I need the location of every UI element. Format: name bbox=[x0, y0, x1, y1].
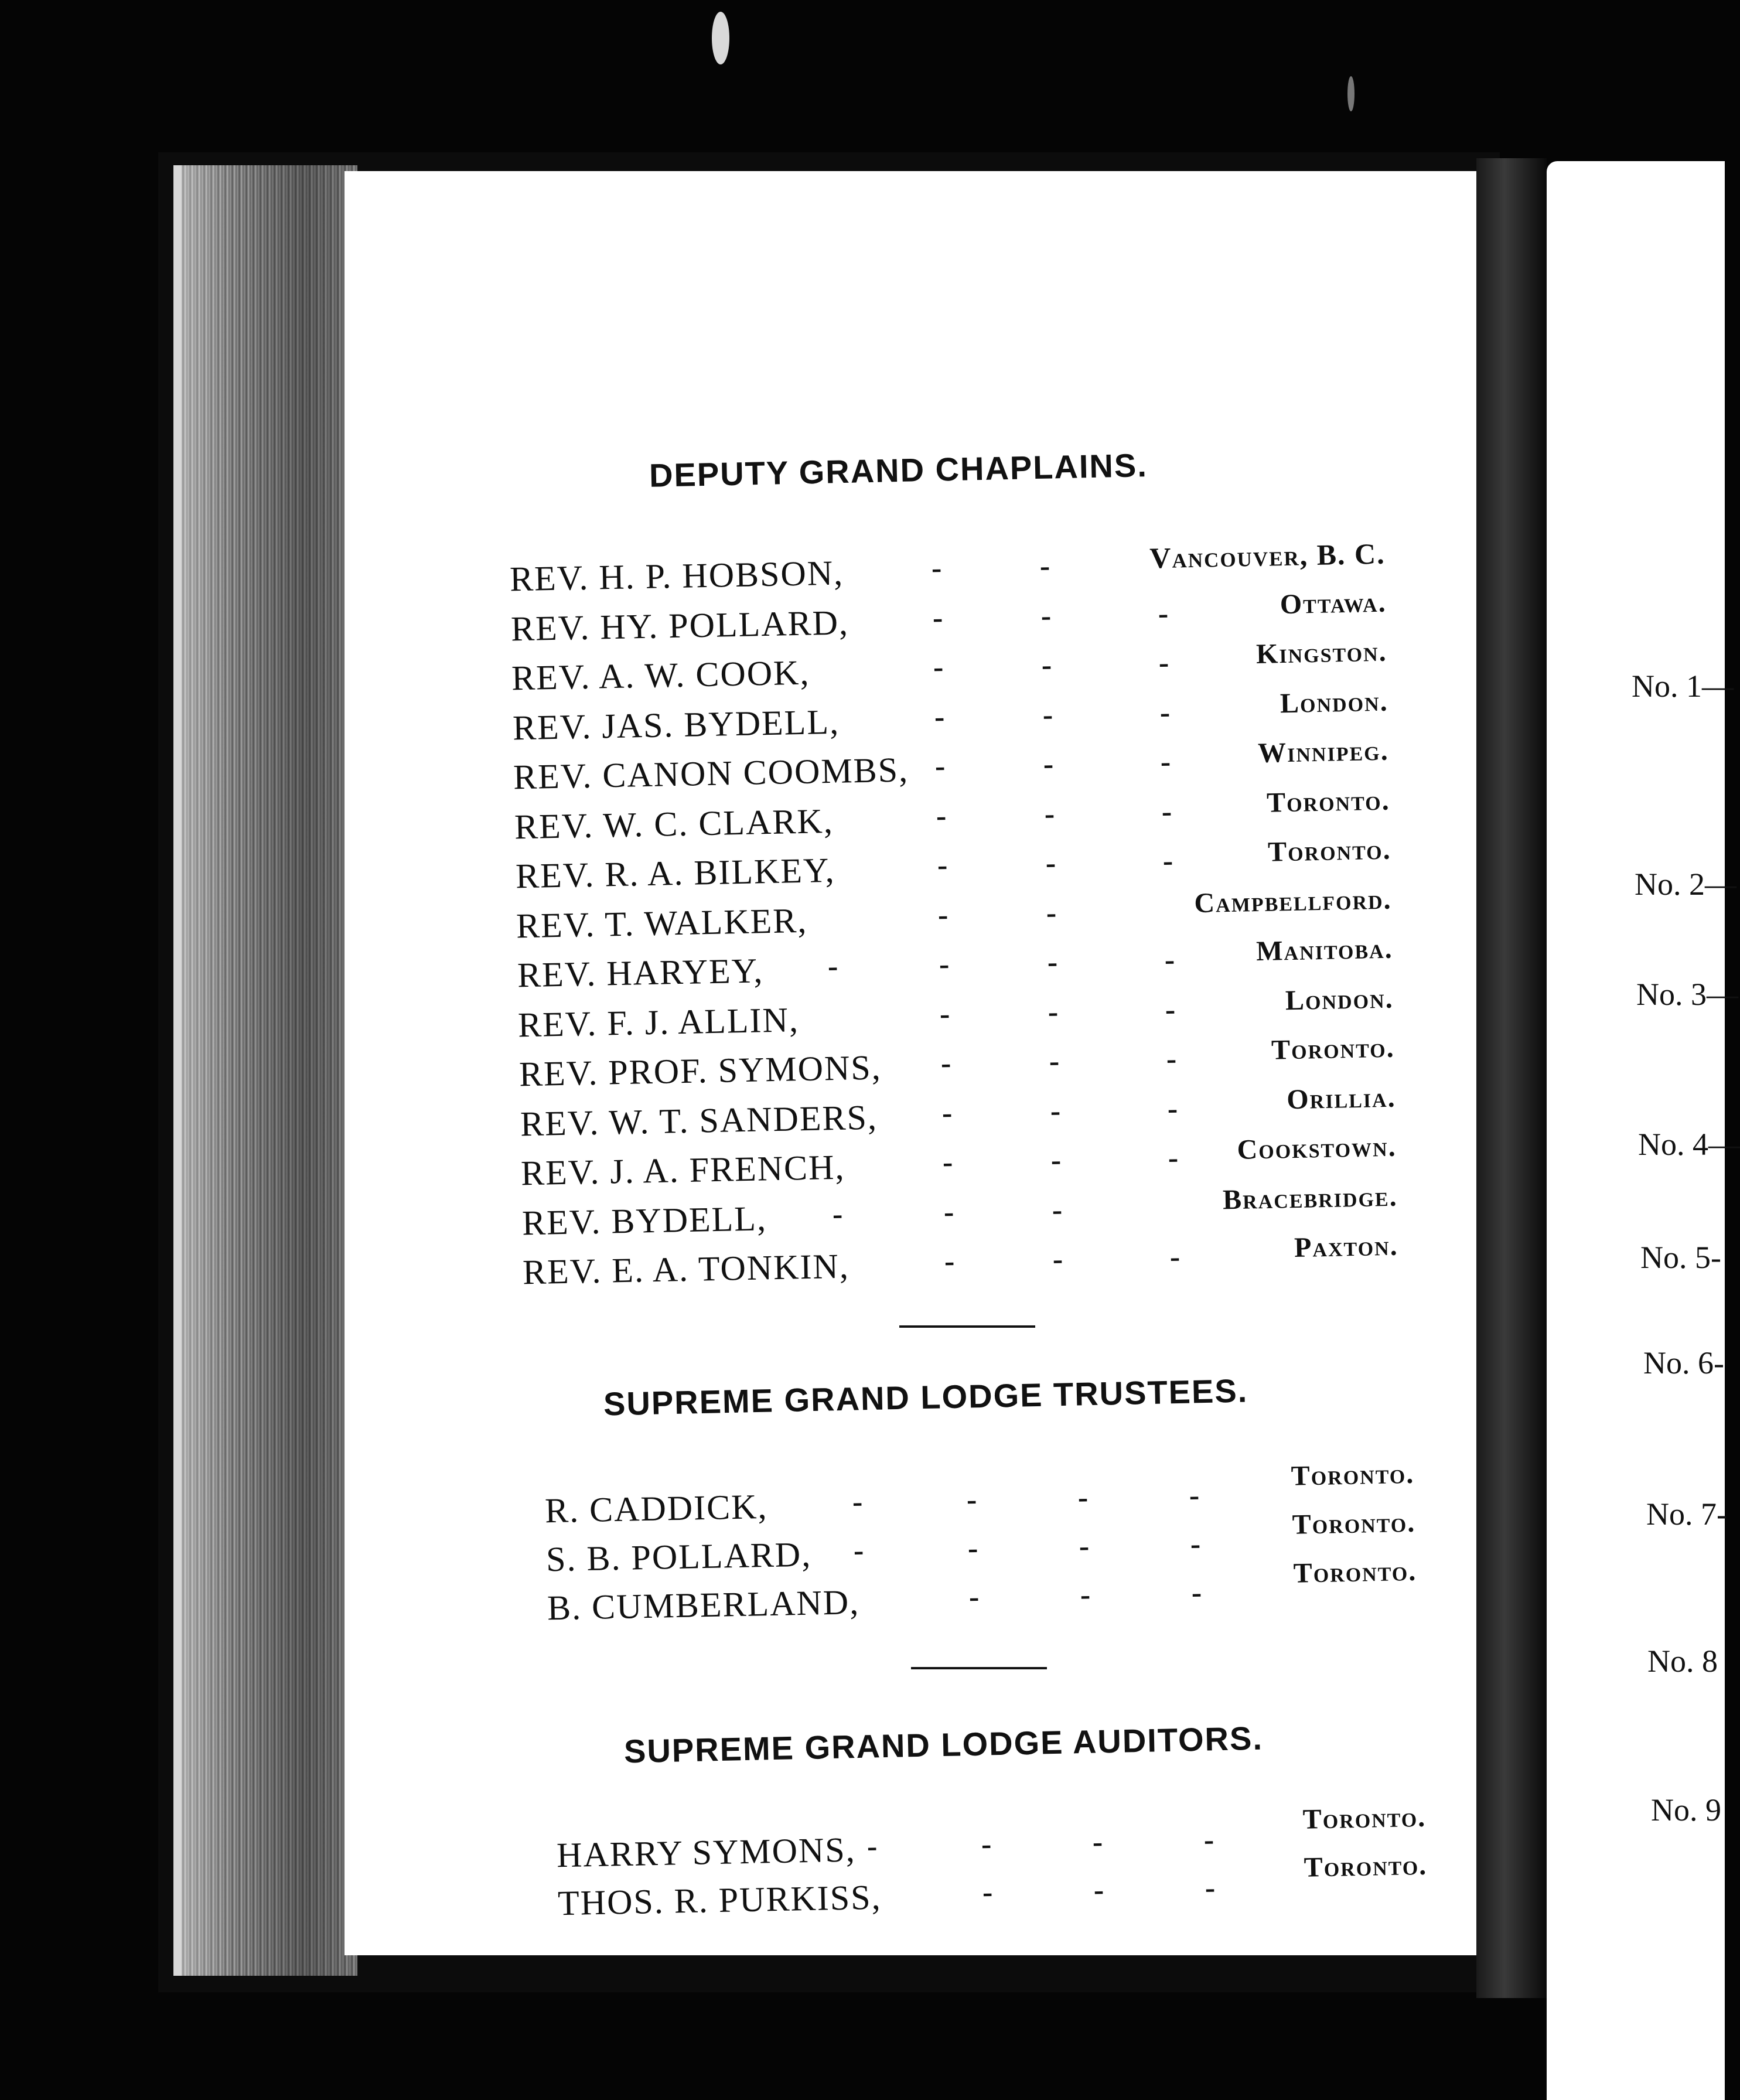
leader-dash: - bbox=[1043, 747, 1055, 781]
leader-dash: - bbox=[1077, 1481, 1089, 1515]
leader-dash: - bbox=[1044, 797, 1055, 831]
entry-place: Orillia. bbox=[1286, 1082, 1396, 1115]
entry-name: REV. F. J. ALLIN, bbox=[517, 1000, 800, 1044]
leader-dash: - bbox=[1161, 795, 1172, 829]
leader-dash: - bbox=[1162, 844, 1173, 878]
leader-dash: - bbox=[1159, 696, 1171, 729]
entry-name: REV. J. A. FRENCH, bbox=[520, 1147, 846, 1193]
leader-dash: - bbox=[832, 1197, 843, 1231]
entry-place: Toronto. bbox=[1302, 1801, 1427, 1835]
section-heading-deputy-grand-chaplains: DEPUTY GRAND CHAPLAINS. bbox=[649, 446, 1148, 494]
section-divider bbox=[911, 1667, 1047, 1669]
entry-name: REV. BYDELL, bbox=[521, 1198, 767, 1242]
entry-place: Bracebridge. bbox=[1222, 1181, 1398, 1215]
leader-dash: - bbox=[966, 1483, 977, 1517]
entry-place: Kingston. bbox=[1255, 636, 1388, 670]
leader-dash: - bbox=[940, 1046, 951, 1080]
right-page-label: No. 6- bbox=[1643, 1345, 1724, 1380]
entry-place: Toronto. bbox=[1266, 785, 1391, 819]
leader-dash: - bbox=[1049, 1044, 1060, 1078]
leader-dash: - bbox=[942, 1146, 953, 1179]
right-page-label: No. 2— bbox=[1635, 867, 1736, 902]
leader-dash: - bbox=[1189, 1478, 1200, 1513]
leader-dash: - bbox=[944, 1245, 956, 1279]
leader-dash: - bbox=[1079, 1529, 1090, 1563]
entry-name: HARRY SYMONS, bbox=[556, 1830, 857, 1875]
leader-dash: - bbox=[943, 1195, 954, 1229]
entry-name: REV. H. P. HOBSON, bbox=[509, 553, 844, 599]
leader-dash: - bbox=[1169, 1240, 1181, 1274]
leader-dash: - bbox=[1157, 596, 1169, 630]
leader-dash: - bbox=[1048, 995, 1059, 1029]
leader-dash: - bbox=[1050, 1143, 1062, 1177]
right-page-label: No. 5- bbox=[1640, 1240, 1721, 1275]
section-heading-auditors: SUPREME GRAND LODGE AUDITORS. bbox=[623, 1719, 1264, 1770]
leader-dash: - bbox=[1041, 648, 1052, 682]
leader-dash: - bbox=[1203, 1823, 1214, 1857]
leader-dash: - bbox=[866, 1829, 878, 1864]
leader-dash: - bbox=[931, 551, 942, 585]
entry-name: REV. R. A. BILKEY, bbox=[515, 850, 835, 896]
right-page-label: No. 7- bbox=[1646, 1496, 1727, 1532]
entry-place: Ottawa. bbox=[1279, 587, 1387, 620]
entry-place: Manitoba. bbox=[1255, 933, 1393, 967]
list-item bbox=[522, 1230, 1399, 1294]
leader-dash: - bbox=[1052, 1193, 1063, 1227]
section-heading-trustees: SUPREME GRAND LODGE TRUSTEES. bbox=[603, 1372, 1248, 1423]
leader-dash: - bbox=[1040, 599, 1052, 633]
leader-dash: - bbox=[982, 1876, 993, 1910]
list-item bbox=[517, 983, 1394, 1046]
list-item bbox=[521, 1181, 1398, 1244]
leader-dash: - bbox=[1047, 945, 1058, 979]
leader-dash: - bbox=[1092, 1825, 1103, 1859]
entry-place: Toronto. bbox=[1304, 1849, 1428, 1883]
entry-name: REV. A. W. COOK, bbox=[511, 653, 811, 698]
entry-place: Campbellford. bbox=[1194, 884, 1393, 919]
leader-dash: - bbox=[1039, 549, 1050, 583]
entry-name: REV. CANON COOMBS, bbox=[513, 750, 910, 797]
leader-dash: - bbox=[1168, 1141, 1179, 1175]
entry-place: Winnipeg. bbox=[1257, 735, 1390, 769]
right-page-label: No. 9 bbox=[1651, 1792, 1721, 1828]
entry-name: REV. PROF. SYMONS, bbox=[518, 1048, 882, 1094]
list-item bbox=[513, 735, 1390, 799]
leader-dash: - bbox=[933, 650, 944, 684]
leader-dash: - bbox=[1190, 1527, 1201, 1562]
entry-place: London. bbox=[1285, 983, 1394, 1016]
entry-name: S. B. POLLARD, bbox=[545, 1535, 812, 1579]
list-item bbox=[514, 785, 1391, 848]
entry-name: R. CADDICK, bbox=[544, 1487, 769, 1530]
leader-dash: - bbox=[1205, 1871, 1216, 1905]
entry-name: REV. W. T. SANDERS, bbox=[520, 1097, 878, 1143]
right-page-label: No. 1— bbox=[1632, 669, 1734, 704]
list-item bbox=[544, 1458, 1415, 1532]
leader-dash: - bbox=[1046, 896, 1057, 930]
entry-name: REV. E. A. TONKIN, bbox=[522, 1246, 850, 1292]
leader-dash: - bbox=[1052, 1242, 1064, 1276]
right-page-label: No. 4— bbox=[1638, 1127, 1740, 1162]
list-item bbox=[556, 1801, 1427, 1876]
section-divider bbox=[899, 1325, 1035, 1328]
leader-dash: - bbox=[852, 1485, 863, 1519]
entry-name: REV. HARYEY, bbox=[517, 951, 764, 995]
leader-dash: - bbox=[1049, 1094, 1061, 1128]
leader-dash: - bbox=[934, 700, 945, 734]
entry-place: Cookstown. bbox=[1237, 1131, 1397, 1165]
entry-place: Toronto. bbox=[1293, 1555, 1417, 1589]
leader-dash: - bbox=[967, 1532, 978, 1566]
leader-dash: - bbox=[1191, 1576, 1202, 1610]
leader-dash: - bbox=[968, 1580, 980, 1614]
entry-name: REV. T. WALKER, bbox=[516, 901, 808, 945]
entry-name: REV. W. C. CLARK, bbox=[514, 801, 834, 846]
entry-place: Toronto. bbox=[1291, 1458, 1415, 1492]
leader-dash: - bbox=[932, 601, 943, 635]
leader-dash: - bbox=[936, 848, 948, 882]
entry-name: THOS. R. PURKISS, bbox=[557, 1877, 882, 1923]
leader-dash: - bbox=[981, 1828, 992, 1862]
leader-dash: - bbox=[1160, 745, 1172, 779]
entry-place: Paxton. bbox=[1294, 1230, 1399, 1264]
entry-place: Toronto. bbox=[1292, 1506, 1416, 1540]
leader-dash: - bbox=[1165, 993, 1176, 1027]
entry-place: Toronto. bbox=[1271, 1032, 1396, 1066]
entry-place: Toronto. bbox=[1267, 834, 1391, 868]
leader-dash: - bbox=[1080, 1578, 1091, 1612]
entry-name: REV. HY. POLLARD, bbox=[510, 602, 849, 648]
leader-dash: - bbox=[1042, 698, 1053, 732]
leader-dash: - bbox=[1166, 1042, 1177, 1076]
entry-place: London. bbox=[1280, 686, 1388, 719]
right-page-label: No. 3— bbox=[1636, 977, 1738, 1012]
entry-place: Vancouver, B. C. bbox=[1149, 537, 1386, 575]
leader-dash: - bbox=[1164, 943, 1175, 977]
leader-dash: - bbox=[1166, 1092, 1178, 1126]
leader-dash: - bbox=[1158, 646, 1169, 680]
list-item bbox=[511, 636, 1388, 700]
entry-name: B. CUMBERLAND, bbox=[547, 1583, 860, 1628]
leader-dash: - bbox=[936, 799, 947, 833]
leader-dash: - bbox=[1045, 846, 1056, 880]
leader-dash: - bbox=[1093, 1873, 1104, 1907]
entry-name: REV. JAS. BYDELL, bbox=[512, 702, 840, 747]
list-item bbox=[517, 933, 1393, 997]
list-item bbox=[518, 1032, 1396, 1096]
right-page-label: No. 8 bbox=[1647, 1644, 1718, 1679]
leader-dash: - bbox=[941, 1096, 953, 1130]
leader-dash: - bbox=[827, 949, 838, 984]
leader-dash: - bbox=[934, 749, 946, 783]
leader-dash: - bbox=[853, 1533, 864, 1568]
leader-dash: - bbox=[939, 947, 950, 981]
list-item bbox=[509, 537, 1386, 601]
leader-dash: - bbox=[937, 898, 949, 932]
leader-dash: - bbox=[939, 997, 951, 1031]
